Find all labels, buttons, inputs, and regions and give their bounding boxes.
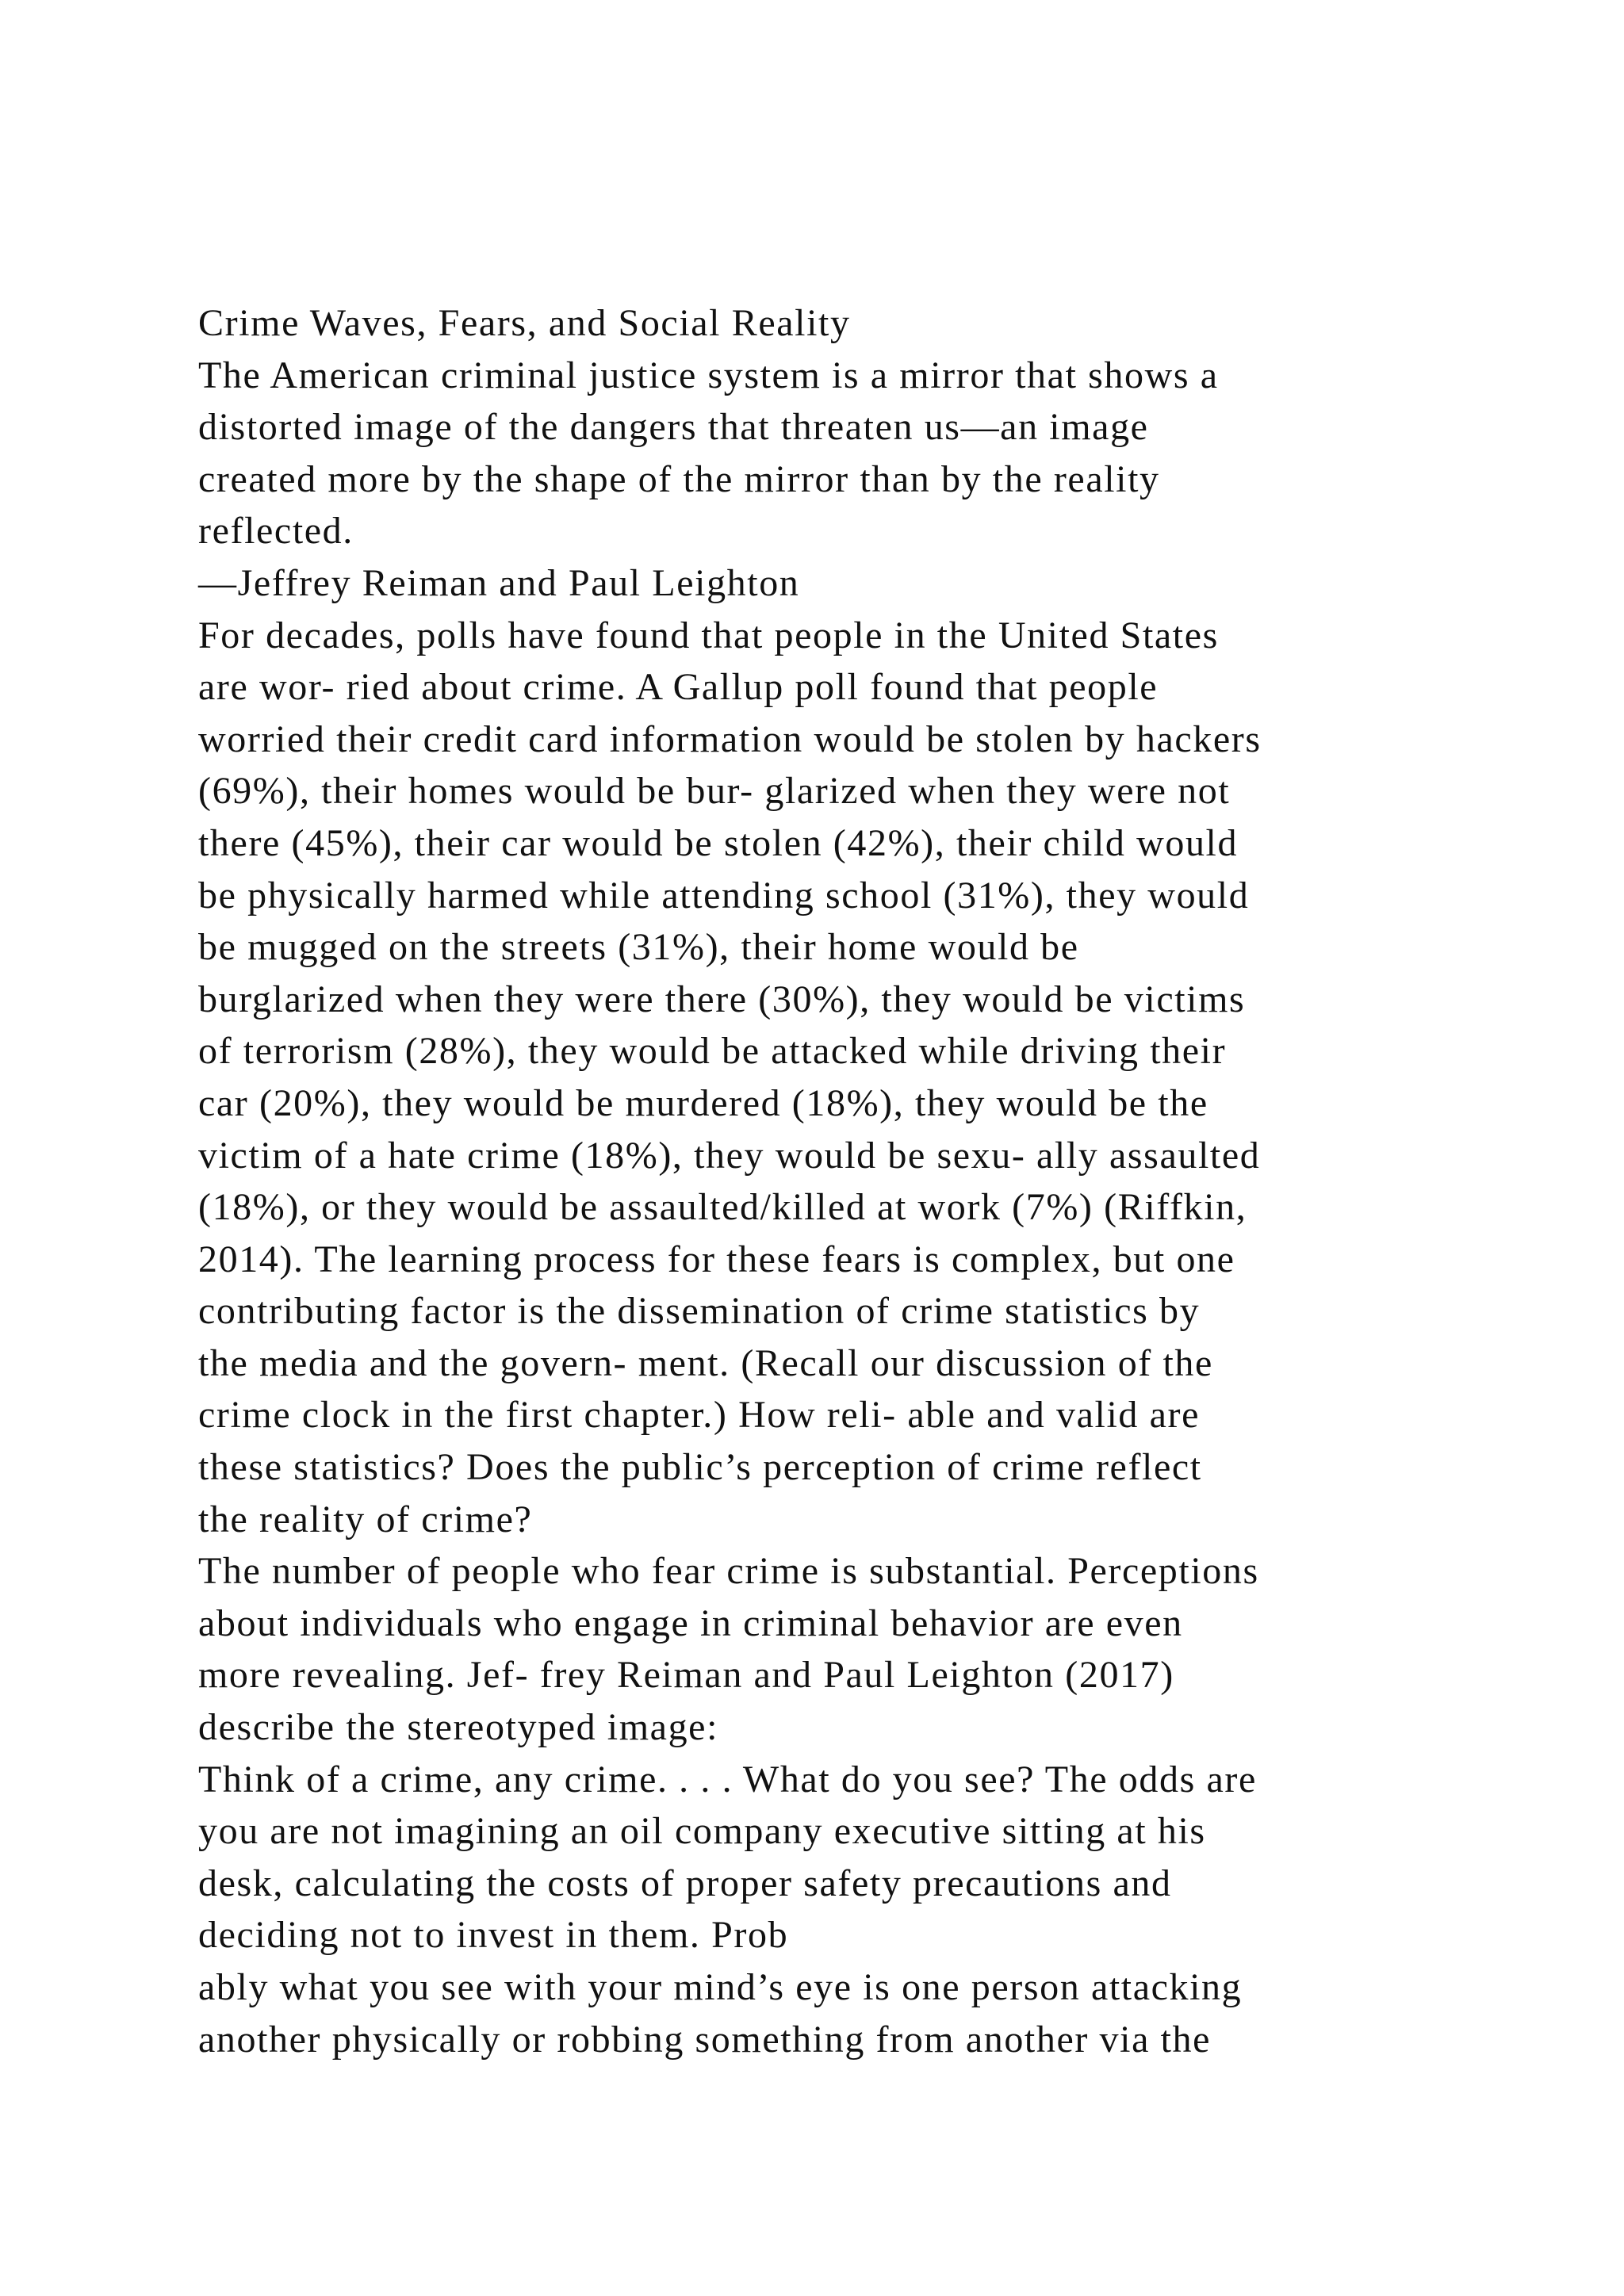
- body-line: of terrorism (28%), they would be attacked while driving their: [198, 1030, 1227, 1073]
- body-line: crime clock in the first chapter.) How reli- able and valid are: [198, 1394, 1200, 1437]
- quote-line: deciding not to invest in them. Prob: [198, 1914, 789, 1957]
- body-line: worried their credit card information would be stolen by hackers: [198, 718, 1262, 760]
- body-line: burglarized when they were there (30%), they would be victims: [198, 978, 1246, 1020]
- body-line: these statistics? Does the public’s perception of crime reflect: [198, 1446, 1202, 1489]
- body-line: victim of a hate crime (18%), they would be sexu- ally assaulted: [198, 1134, 1261, 1177]
- document-text: [198, 297, 1546, 2065]
- body-line: (69%), their homes would be bur- glarized when they were not: [198, 770, 1231, 813]
- epigraph-line: distorted image of the dangers that threaten us—an image: [198, 406, 1149, 449]
- body-line: describe the stereotyped image:: [198, 1706, 719, 1749]
- quote-line: another physically or robbing something from another via the: [198, 2018, 1212, 2061]
- body-line: there (45%), their car would be stolen (42%), their child would: [198, 821, 1239, 864]
- body-line: the media and the govern- ment. (Recall our discussion of the: [198, 1341, 1213, 1384]
- epigraph-line: reflected.: [198, 510, 354, 553]
- body-line: be physically harmed while attending school (31%), they would: [198, 874, 1250, 916]
- body-line: contributing factor is the dissemination of crime statistics by: [198, 1290, 1201, 1333]
- quote-line: Think of a crime, any crime. . . . What do you see? The odds are: [198, 1758, 1257, 1800]
- epigraph-line: The American criminal justice system is a mirror that shows a: [198, 354, 1219, 396]
- body-line: car (20%), they would be murdered (18%), they would be the: [198, 1081, 1208, 1124]
- quote-line: you are not imagining an oil company executive sitting at his: [198, 1810, 1206, 1853]
- quote-line: ably what you see with your mind’s eye is one person attacking: [198, 1966, 1243, 2008]
- quote-line: desk, calculating the costs of proper safety precautions and: [198, 1862, 1172, 1904]
- body-line: about individuals who engage in criminal behavior are even: [198, 1601, 1183, 1644]
- body-line: 2014). The learning process for these fears is complex, but one: [198, 1238, 1235, 1280]
- body-line: the reality of crime?: [198, 1498, 533, 1540]
- epigraph-attribution: —Jeffrey Reiman and Paul Leighton: [198, 561, 800, 604]
- body-line: (18%), or they would be assaulted/killed at work (7%) (Riffkin,: [198, 1186, 1247, 1229]
- body-line: more revealing. Jef- frey Reiman and Paul Leighton (2017): [198, 1654, 1174, 1697]
- body-line: The number of people who fear crime is substantial. Perceptions: [198, 1550, 1259, 1593]
- body-line: be mugged on the streets (31%), their home would be: [198, 926, 1079, 969]
- section-title: Crime Waves, Fears, and Social Reality: [198, 302, 851, 344]
- epigraph-line: created more by the shape of the mirror than by the reality: [198, 457, 1160, 500]
- body-line: For decades, polls have found that people in the United States: [198, 614, 1219, 656]
- body-line: are wor- ried about crime. A Gallup poll found that people: [198, 666, 1159, 709]
